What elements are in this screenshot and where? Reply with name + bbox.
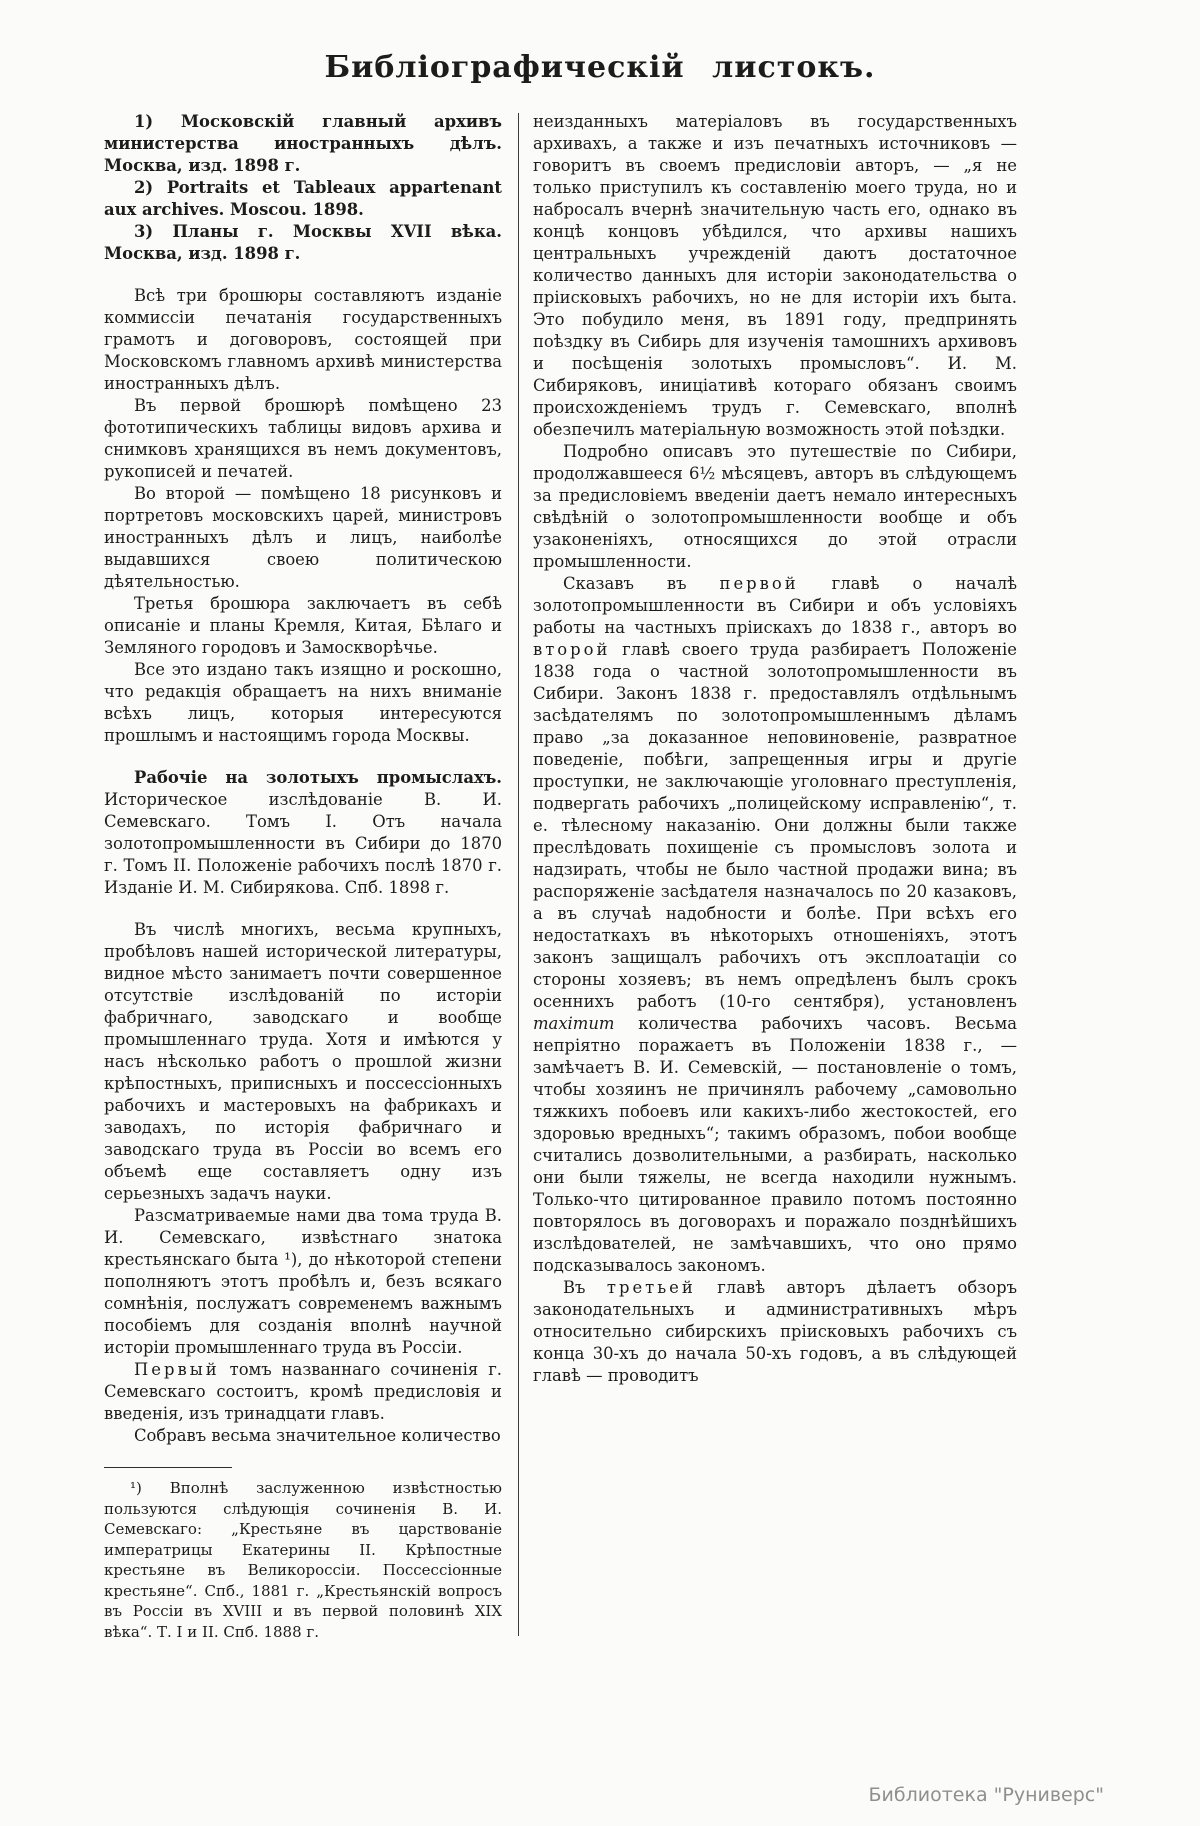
- text-segment: Подробно описавъ это путешествіе по Сибири, продолжавшееся 6½ мѣсяцевъ, авторъ въ слѣдующемъ за предисловіемъ введеніи даетъ немало интересныхъ свѣдѣній о золотопромышленности вообще и объ узаконеніяхъ, относящихся до этой отрасли промышленности.: [533, 442, 1017, 571]
- text-segment: главѣ авторъ дѣлаетъ обзоръ законодательныхъ и административныхъ мѣръ относительно сибирскихъ пріисковыхъ рабочихъ съ конца 30-хъ до начала 50-хъ годовъ, а въ слѣдующей главѣ — проводитъ: [533, 1278, 1017, 1385]
- text-segment: Собравъ весьма значительное количество: [134, 1426, 501, 1445]
- text-columns: [0, 111, 1200, 1642]
- text-segment: 3) Планы г. Москвы XVII вѣка. Москва, изд. 1898 г.: [104, 222, 502, 263]
- text-segment: Въ первой брошюрѣ помѣщено 23 фототипическихъ таблицы видовъ архива и снимковъ хранящихся въ немъ документовъ, рукописей и печатей.: [104, 396, 502, 481]
- text-segment: томъ названнаго сочиненія г. Семевскаго состоитъ, кромѣ предисловія и введенія, изъ тринадцати главъ.: [104, 1360, 502, 1423]
- page-title: Библіографическій листокъ.: [324, 50, 876, 85]
- text-segment: Третья брошюра заключаетъ въ себѣ описаніе и планы Кремля, Китая, Бѣлаго и Земляного городовъ и Замоскворѣчье.: [104, 594, 502, 657]
- paragraph: [104, 659, 502, 747]
- paragraph: [104, 919, 502, 1205]
- text-segment: Всѣ три брошюры составляютъ изданіе коммиссіи печатанія государственныхъ грамотъ и договоровъ, состоящей при Московскомъ главномъ архивѣ министерства иностранныхъ дѣлъ.: [104, 286, 502, 393]
- paragraph: [104, 285, 502, 395]
- paragraph: [533, 1277, 1017, 1387]
- paragraph: [104, 593, 502, 659]
- text-segment: главѣ о началѣ золотопромышленности въ Сибири и объ условіяхъ работы на частныхъ пріискахъ до 1838 г., авторъ во: [533, 574, 1017, 637]
- text-segment: Разсматриваемые нами два тома труда В. И. Семевскаго, извѣстнаго знатока крестьянскаго быта ¹), до нѣкоторой степени пополняютъ этотъ пробѣлъ и, безъ всякаго сомнѣнія, послужатъ современемъ важнымъ пособіемъ для созданія вполнѣ научной исторіи промышленнаго труда въ Россіи.: [104, 1206, 502, 1357]
- text-segment: второй: [533, 640, 611, 659]
- right-column: [533, 111, 1017, 1642]
- text-segment: Историческое изслѣдованіе В. И. Семевскаго. Томъ I. Отъ начала золотопромышленности въ Сибири до 1870 г. Томъ II. Положеніе рабочихъ послѣ 1870 г. Изданіе И. М. Сибирякова. Спб. 1898 г.: [104, 790, 502, 897]
- paragraph: [104, 1205, 502, 1359]
- paragraph: [104, 483, 502, 593]
- right-column-content: [533, 111, 1017, 1387]
- text-segment: maximum: [533, 1014, 615, 1033]
- footnote-rule: [104, 1467, 232, 1468]
- paragraph: [533, 441, 1017, 573]
- text-segment: ¹) Вполнѣ заслуженною извѣстностью пользуются слѣдующія сочиненія В. И. Семевскаго: „Крестьяне въ царствованіе императрицы Екатерины II. Крѣпостные крестьяне въ Великороссіи. Поссессіонные крестьяне“. Спб., 1881 г. „Крестьянскій вопросъ въ Россіи въ XVIII и въ первой половинѣ XIX вѣка“. Т. I и II. Спб. 1888 г.: [104, 1479, 502, 1641]
- paragraph: [104, 395, 502, 483]
- text-segment: количества рабочихъ часовъ. Весьма непріятно поражаетъ въ Положеніи 1838 г., — замѣчаетъ В. И. Семевскій, — постановленіе о томъ, чтобы хозяинъ не причинялъ рабочему „самовольно тяжкихъ побоевъ или какихъ-либо жестокостей, его здоровью вредныхъ“; такимъ образомъ, побои вообще считались дозволительными, а разбирать, насколько они были тяжелы, не всегда находили нужнымъ. Только-что цитированное правило потомъ постоянно повторялось въ договорахъ и поражало позднѣйшихъ изслѣдователей, не замѣчавшихъ, что оно прямо подсказывалось закономъ.: [533, 1014, 1017, 1275]
- bibliography-item: [104, 177, 502, 221]
- text-segment: главѣ своего труда разбираетъ Положеніе 1838 года о частной золотопромышленности въ Сибири. Законъ 1838 г. предоставлялъ отдѣльнымъ засѣдателямъ по золотопромышленнымъ дѣламъ право „за доказанное неповиновеніе, развратное поведеніе, побѣги, запрещенныя игры и другіе проступки, не заключающіе уголовнаго преступленія, подвергать рабочихъ „полицейскому исправленію“, т. е. тѣлесному наказанію. Они должны были также преслѣдовать похищеніе съ промысловъ золота и надзирать, чтобы не было частной продажи вина; въ распоряженіе засѣдателя назначалось по 20 казаковъ, а въ случаѣ надобности и болѣе. При всѣхъ его недостаткахъ въ нѣкоторыхъ отношеніяхъ, этотъ законъ защищалъ рабочихъ отъ эксплоатаціи со стороны хозяевъ; въ немъ опредѣленъ былъ срокъ осеннихъ работъ (10-го сентября), установленъ: [533, 640, 1017, 1011]
- text-segment: Во второй — помѣщено 18 рисунковъ и портретовъ московскихъ царей, министровъ иностранныхъ дѣлъ и лицъ, наиболѣе выдавшихся своею политическою дѣятельностью.: [104, 484, 502, 591]
- bibliography-item: [104, 111, 502, 177]
- paragraph: [104, 1425, 502, 1447]
- text-segment: третьей: [606, 1278, 696, 1297]
- text-segment: первой: [719, 574, 799, 593]
- text-segment: Сказавъ въ: [563, 574, 720, 593]
- paragraph: [104, 1359, 502, 1425]
- paragraph: [533, 573, 1017, 1277]
- text-segment: Въ: [563, 1278, 607, 1297]
- footnote-content: [104, 1478, 502, 1642]
- text-segment: Все это издано такъ изящно и роскошно, что редакція обращаетъ на нихъ вниманіе всѣхъ лицъ, которыя интересуются прошлымъ и настоящимъ города Москвы.: [104, 660, 502, 745]
- library-watermark: Библиотека "Руниверс": [868, 1784, 1104, 1806]
- text-segment: Первый: [134, 1360, 220, 1379]
- text-segment: Рабочіе на золотыхъ промыслахъ.: [134, 768, 502, 787]
- text-segment: неизданныхъ матеріаловъ въ государственныхъ архивахъ, а также и изъ печатныхъ источниковъ — говоритъ въ своемъ предисловіи авторъ, — „я не только приступилъ къ составленію моего труда, но и набросалъ вчернѣ значительную часть его, однако въ концѣ концовъ убѣдился, что архивы нашихъ центральныхъ учрежденій даютъ достаточное количество данныхъ для исторіи законодательства о пріисковыхъ рабочихъ, но не для исторіи ихъ быта. Это побудило меня, въ 1891 году, предпринять поѣздку въ Сибирь для изученія тамошнихъ архивовъ и посѣщенія золотыхъ промысловъ“. И. М. Сибиряковъ, иниціативѣ котораго обязанъ своимъ происхожденіемъ трудъ г. Семевскаго, вполнѣ обезпечилъ матеріальную возможность этой поѣздки.: [533, 112, 1017, 439]
- paragraph: [533, 111, 1017, 441]
- left-column-content: [104, 111, 502, 1447]
- left-column: [104, 111, 502, 1642]
- bibliography-entry: [104, 767, 502, 899]
- text-segment: 2) Portraits et Tableaux appartenant aux archives. Moscou. 1898.: [104, 178, 502, 219]
- column-divider-rule: [518, 113, 519, 1636]
- bibliography-item: [104, 221, 502, 265]
- footnote-paragraph: [104, 1478, 502, 1642]
- text-segment: 1) Московскій главный архивъ министерства иностранныхъ дѣлъ. Москва, изд. 1898 г.: [104, 112, 502, 175]
- text-segment: Въ числѣ многихъ, весьма крупныхъ, пробѣловъ нашей исторической литературы, видное мѣсто занимаетъ почти совершенное отсутствіе изслѣдованій по исторіи фабричнаго, заводскаго и вообще промышленнаго труда. Хотя и имѣются у насъ нѣсколько работъ о прошлой жизни крѣпостныхъ, приписныхъ и поссессіонныхъ рабочихъ и мастеровыхъ на фабрикахъ и заводахъ, по исторія фабричнаго и заводскаго труда въ Россіи во всемъ его объемѣ еще составляетъ одну изъ серьезныхъ задачъ науки.: [104, 920, 502, 1203]
